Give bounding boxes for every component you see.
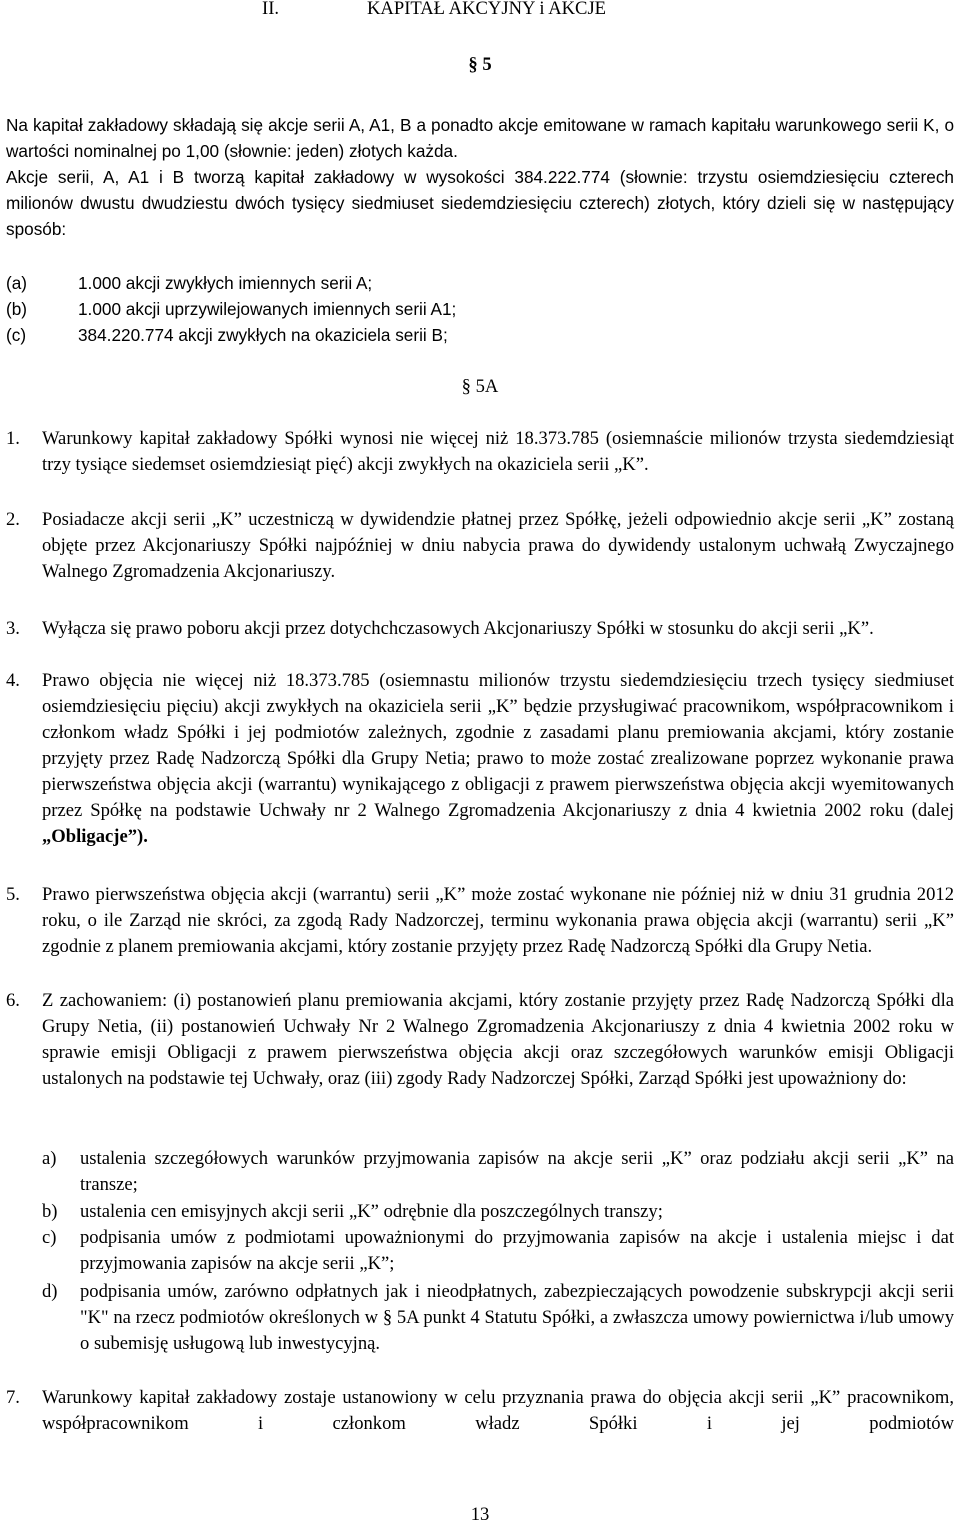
sub-item-c <box>42 1225 954 1277</box>
sub-item-a <box>42 1146 954 1198</box>
section-5a-heading: § 5A <box>461 376 499 397</box>
obligacje-defined-term: „Obligacje”). <box>42 826 148 847</box>
sub-item-text: podpisania umów, zarówno odpłatnych jak i nieodpłatnych, zabezpieczających powodzenie subskrypcji akcji serii "K" na rzecz podmiotów określonych w § 5A punkt 4 Statutu Spółki, a zwłaszcza umowy powiernictwa i/lub umowy o subemisję usługową lub inwestycyjną. <box>80 1281 954 1354</box>
point-7 <box>6 1385 954 1437</box>
section-5-list <box>6 270 456 348</box>
point-3 <box>6 616 954 642</box>
list-item <box>6 296 456 322</box>
point-text: Z zachowaniem: (i) postanowień planu premiowania akcjami, który zostanie przyjęty przez Radę Nadzorczą Spółki dla Grupy Netia, (ii) postanowień Uchwały Nr 2 Walnego Zgromadzenia Akcjonariuszy z dnia 4 kwietnia 2002 roku w sprawie emisji Obligacji z prawem pierwszeństwa objęcia akcji oraz szczegółowych warunków emisji Obligacji ustalonych na podstawie tej Uchwały, oraz (iii) zgody Rady Nadzorczej Spółki, Zarząd Spółki jest upoważniony do: <box>42 990 954 1089</box>
point-number: 5. <box>6 884 20 905</box>
point-4 <box>6 668 954 850</box>
point-5 <box>6 882 954 960</box>
point-text-main: Prawo objęcia nie więcej niż 18.373.785 (osiemnastu milionów trzystu siedemdziesięciu trzech tysięcy siedmiuset osiemdziesięciu pięciu) akcji zwykłych na okaziciela serii „K” będzie przysługiwać pracownikom, współpracownikom i członkom władz Spółki i jej podmiotów zależnych, zgodnie z zasadami planu premiowania akcjami, który zostanie przyjęty przez Radę Nadzorczą Spółki dla Grupy Netia; prawo to może zostać zrealizowane poprzez wykonanie prawa pierwszeństwa objęcia akcji (warrantu) wynikającego z obligacji z prawem pierwszeństwa objęcia akcji wyemitowanych przez Spółkę na podstawie Uchwały nr 2 Walnego Zgromadzenia Akcjonariuszy z dnia 4 kwietnia 2002 roku (dalej <box>42 670 954 821</box>
sub-item-label: d) <box>42 1281 58 1302</box>
list-item <box>6 270 456 296</box>
section-5-para2: Akcje serii, A, A1 i B tworzą kapitał zakładowy w wysokości 384.222.774 (słownie: trzystu osiemdziesięciu czterech milionów dwustu dwudziestu dwóch tysięcy siedmiuset siedemdziesięciu czterech) złotych, który dzieli się w następujący sposób: <box>6 167 954 239</box>
sub-item-text: ustalenia cen emisyjnych akcji serii „K” odrębnie dla poszczególnych transzy; <box>80 1201 663 1222</box>
sub-item-d <box>42 1279 954 1357</box>
point-text <box>42 668 954 850</box>
sub-item-label: b) <box>42 1201 58 1222</box>
section-5-para1: Na kapitał zakładowy składają się akcje serii A, A1, B a ponadto akcje emitowane w ramach kapitału warunkowego serii K, o wartości nominalnej po 1,00 (słownie: jeden) złotych każda. <box>6 115 954 161</box>
list-item-label: (c) <box>6 325 27 345</box>
sub-item-text: podpisania umów z podmiotami upoważnionymi do przyjmowania zapisów na akcje i ustalenia miejsc i dat przyjmowania zapisów na akcje serii „K”; <box>80 1227 954 1274</box>
point-text: Posiadacze akcji serii „K” uczestniczą w dywidendzie płatnej przez Spółkę, jeżeli odpowiednio akcje serii „K” zostaną objęte przez Akcjonariuszy Spółki najpóźniej w dniu nabycia prawa do dywidendy ustalonym uchwałą Zwyczajnego Walnego Zgromadzenia Akcjonariuszy. <box>42 509 954 582</box>
list-item-label: (b) <box>6 299 28 319</box>
list-item-text: 1.000 akcji zwykłych imiennych serii A; <box>78 273 373 293</box>
sub-item-label: a) <box>42 1148 57 1169</box>
point-text: Warunkowy kapitał zakładowy Spółki wynosi nie więcej niż 18.373.785 (osiemnaście milionów trzysta siedemdziesiąt trzy tysiące siedemset osiemdziesiąt pięć) akcji zwykłych na okaziciela serii „K”. <box>42 428 954 475</box>
section-5-heading: § 5 <box>468 54 492 75</box>
sub-item-text: ustalenia szczegółowych warunków przyjmowania zapisów na akcje serii „K” oraz podziału akcji serii „K” na transze; <box>80 1148 954 1195</box>
list-item-text: 1.000 akcji uprzywilejowanych imiennych serii A1; <box>78 299 457 319</box>
point-number: 2. <box>6 509 20 530</box>
sub-item-label: c) <box>42 1227 57 1248</box>
point-text: Warunkowy kapitał zakładowy zostaje ustanowiony w celu przyznania prawa do objęcia akcji serii „K” pracownikom, współpracownikom i członkom władz Spółki i jej podmiotów <box>42 1387 954 1434</box>
point-2 <box>6 507 954 585</box>
point-text: Wyłącza się prawo poboru akcji przez dotychchczasowych Akcjonariuszy Spółki w stosunku do akcji serii „K”. <box>42 618 874 639</box>
point-number: 3. <box>6 618 20 639</box>
point-6 <box>6 988 954 1092</box>
point-number: 7. <box>6 1387 20 1408</box>
sub-item-b <box>42 1199 954 1225</box>
point-number: 4. <box>6 670 20 691</box>
point-1 <box>6 426 954 478</box>
point-number: 1. <box>6 428 20 449</box>
point-number: 6. <box>6 990 20 1011</box>
page-number: 13 <box>470 1504 490 1525</box>
point-text: Prawo pierwszeństwa objęcia akcji (warrantu) serii „K” może zostać wykonane nie później niż w dniu 31 grudnia 2012 roku, o ile Zarząd nie skróci, za zgodą Rady Nadzorczej, terminu wykonania prawa objęcia akcji (warrantu) serii „K” zgodnie z planem premiowania akcjami, który zostanie przyjęty przez Radę Nadzorczą Spółki dla Grupy Netia. <box>42 884 954 957</box>
list-item <box>6 322 456 348</box>
list-item-text: 384.220.774 akcji zwykłych na okaziciela serii B; <box>78 325 448 345</box>
chapter-number: II. <box>262 0 280 19</box>
list-item-label: (a) <box>6 273 28 293</box>
chapter-title: KAPITAŁ AKCYJNY i AKCJE <box>367 0 607 19</box>
